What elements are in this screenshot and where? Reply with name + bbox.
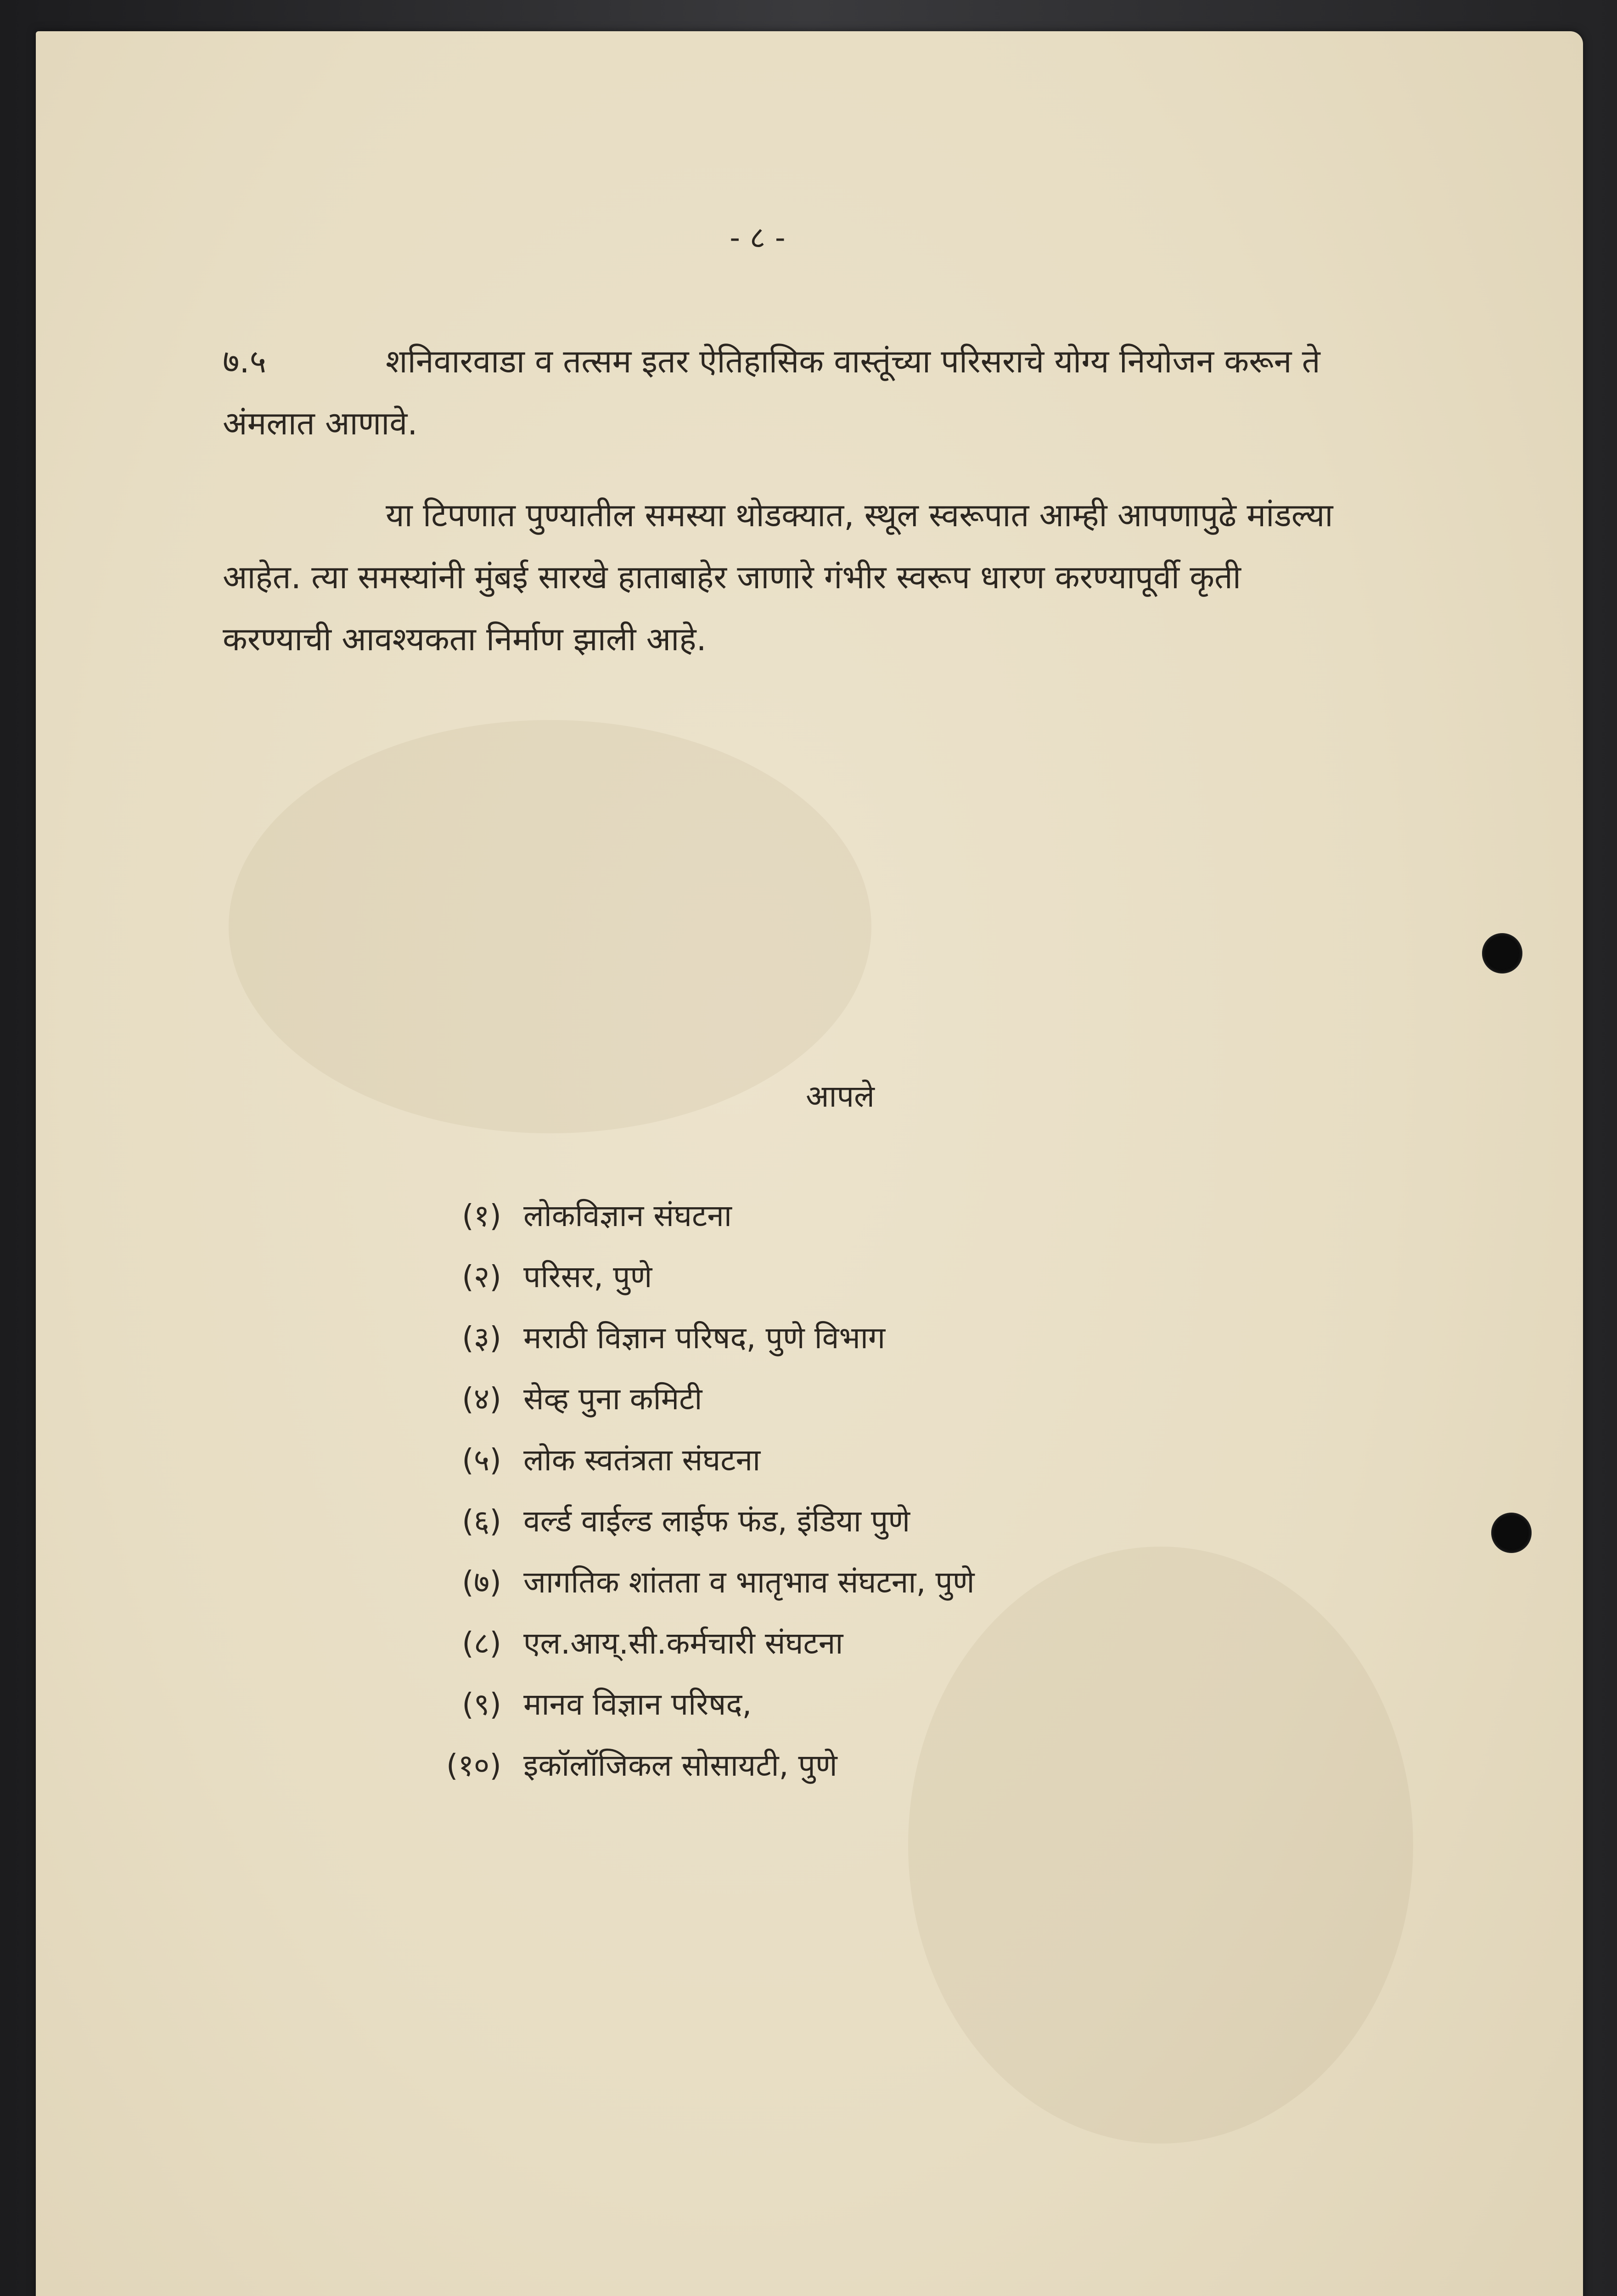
signatory-number: (२) [462,1259,501,1294]
summary-paragraph: या टिपणात पुण्यातील समस्या थोडक्यात, स्थूल स्वरूपात आम्ही आपणापुढे मांडल्या आहेत. त्या समस्यांनी मुंबई सारखे हाताबाहेर जाणारे गंभीर स्वरूप धारण करण्यापूर्वी कृती करण्याची आवश्यकता निर्माण झाली आहे. [223,496,1333,658]
signatory-number: (८) [462,1626,501,1661]
paper-stain [229,720,871,1133]
signatory-name: इकॉलॉजिकल सोसायटी, पुणे [523,1748,837,1783]
signatory-item [432,1194,1396,1255]
signatory-name: सेव्ह पुना कमिटी [523,1381,702,1417]
signatory-number: (७) [462,1564,501,1600]
signatory-item [432,1621,1396,1683]
signatory-name: वर्ल्ड वाईल्ड लाईफ फंड, इंडिया पुणे [523,1503,910,1539]
signatory-item [432,1744,1396,1805]
signatory-name: लोक स्वतंत्रता संघटना [523,1442,761,1478]
signatory-number: (९) [462,1687,501,1722]
signatory-name: एल.आय्.सी.कर्मचारी संघटना [523,1626,843,1661]
signatory-item [432,1438,1396,1499]
punch-hole [1491,1513,1532,1553]
signatory-name: जागतिक शांतता व भातृभाव संघटना, पुणे [523,1564,975,1600]
signatory-item [432,1499,1396,1560]
signatory-number: (१०) [446,1748,501,1783]
section-text: शनिवारवाडा व तत्सम इतर ऐतिहासिक वास्तूंच्या परिसराचे योग्य नियोजन करून ते अंमलात आणावे. [223,343,1320,442]
signatory-name: लोकविज्ञान संघटना [523,1198,732,1233]
signatory-list [432,1194,1396,1805]
page-number: - ८ - [730,220,786,255]
closing-salutation: आपले [806,1079,875,1114]
signatory-item [432,1255,1396,1316]
section-7-5 [223,331,1357,455]
signatory-number: (३) [462,1320,501,1356]
signatory-number: (६) [462,1503,501,1539]
signatory-number: (४) [462,1381,501,1417]
signatory-name: मानव विज्ञान परिषद, [523,1687,752,1722]
signatory-item [432,1560,1396,1621]
signatory-name: परिसर, पुणे [523,1259,652,1294]
signatory-name: मराठी विज्ञान परिषद, पुणे विभाग [523,1320,886,1356]
punch-hole [1482,933,1522,974]
signatory-number: (१) [462,1198,501,1233]
signatory-number: (५) [462,1442,501,1478]
signatory-item [432,1316,1396,1377]
signatory-item [432,1683,1396,1744]
signatory-item [432,1377,1396,1438]
section-number: ७.५ [223,343,267,380]
